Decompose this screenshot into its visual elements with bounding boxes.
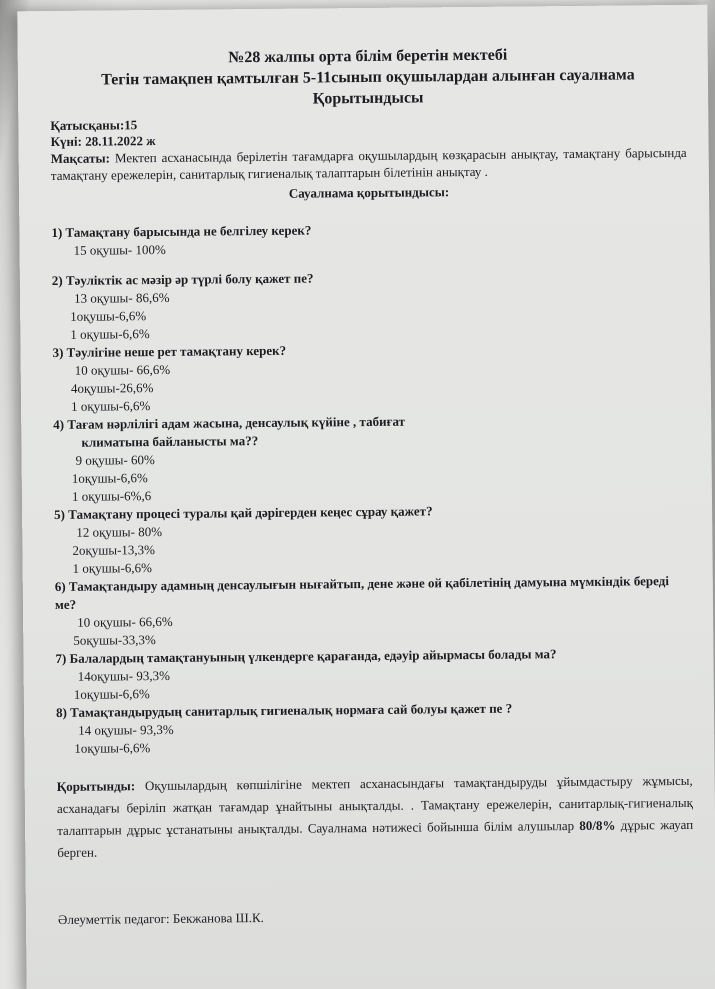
answer-line: 1оқушы-6,6% [73,686,150,702]
answer-line: 2оқушы-13,3% [72,542,156,558]
answer-line: 14 оқушы- 93,3% [78,721,174,738]
participants: Қатысқаны:15 [50,117,138,134]
question-1: 1) Тамақтану барысында не белгілеу керек? [51,222,312,241]
question-5: 5) Тамақтану процесі туралы қай дәрігерден кеңес сұрау қажет? [54,503,433,523]
survey-subtitle: Қорытындысы [312,89,424,108]
answer-line: 14оқушы- 93,3% [77,667,170,684]
answer-line: 1 оқушы-6,6% [71,398,151,414]
answer-line: 1оқушы-6,6% [70,308,147,324]
answer-line: 1 оқушы-6%,6 [71,488,152,504]
question-8: 8) Тамақтандырудың санитарлық гигиеналық нормаға сай болуы қажет пе ? [55,700,513,720]
signature-line: Әлеуметтік педагог: Бекжанова Ш.К. [57,910,264,927]
conclusion-paragraph [57,770,694,864]
document-sheet [17,5,715,989]
meta-block [50,112,687,184]
answer-line: 4оқушы-26,6% [70,380,154,396]
survey-date: Күні: 28.11.2022 ж [50,133,156,150]
purpose-text: Мектеп асханасында берілетін тағамдарға оқушылардың көзқарасын анықтау, тамақтану барысында тамақтану ережелерін, санитарлық гигиеналық талаптарын білетінін анықтау . [50,144,687,184]
document-header [50,43,687,112]
answer-line: 1оқушы-6,6% [74,740,151,756]
results-section-title: Сауалнама қорытындысы: [288,184,450,201]
answer-line: 1 оқушы-6,6% [70,326,150,342]
conclusion-label: Қорытынды: [56,778,136,794]
school-name: №28 жалпы орта білім беретін мектебі [228,46,508,67]
answer-line: 10 оқушы- 66,6% [77,613,173,630]
question-2: 2) Тәуліктік ас мәзір әр түрлі болу қажет пе? [51,270,314,289]
answer-line: 5оқушы-33,3% [73,632,156,648]
question-4: 4) Тағам нәрлілігі адам жасына, денсаулық күйіне , табиғат [53,413,406,433]
purpose-label: Мақсаты: [50,150,110,167]
question-7: 7) Балалардың тамақтануының үлкендерге қарағанда, едәуір айырмасы болады ма? [55,646,557,666]
purpose-paragraph [51,144,687,184]
answer-line: 9 оқушы- 60% [75,452,155,468]
answer-line: 13 оқушы- 86,6% [73,289,170,306]
answer-line: 15 оқушы- 100% [73,241,166,258]
document-content [50,43,694,928]
answer-line: 10 оқушы- 66,6% [74,361,171,378]
survey-title: Тегін тамақпен қамтылған 5-11сынып оқушылардан алынған сауалнама [101,66,635,89]
question-4-continued: климатына байланысты ма?? [81,433,259,450]
correct-score: 80/8% [579,817,616,833]
question-6: 6) Тамақтандыру адамның денсаулығын нығайтып, дене және ой қабілетінің дамуына мүмкіндік береді ме? [54,573,669,612]
answer-line: 1оқушы-6,6% [71,470,148,486]
answer-line: 1 оқушы-6,6% [72,560,152,576]
answer-line: 12 оқушы- 80% [76,523,163,540]
conclusion-text: Оқушылардың көпшілігіне мектеп асханасындағы тамақтандыруды ұйымдастыру жұмысы, асханадағы беріліп жатқан тағамдар ұнайтыны анықталды. . Тамақтану ережелерін, санитарлық-гигиеналық талаптарын дұрыс ұстанатыны анықталды. Сауалнама нәтижесі бойынша білім алушылар [56,772,693,838]
question-3: 3) Тәулігіне неше рет тамақтану керек? [52,342,287,361]
conclusion-text-end: дұрыс жауап берген. [57,816,694,860]
